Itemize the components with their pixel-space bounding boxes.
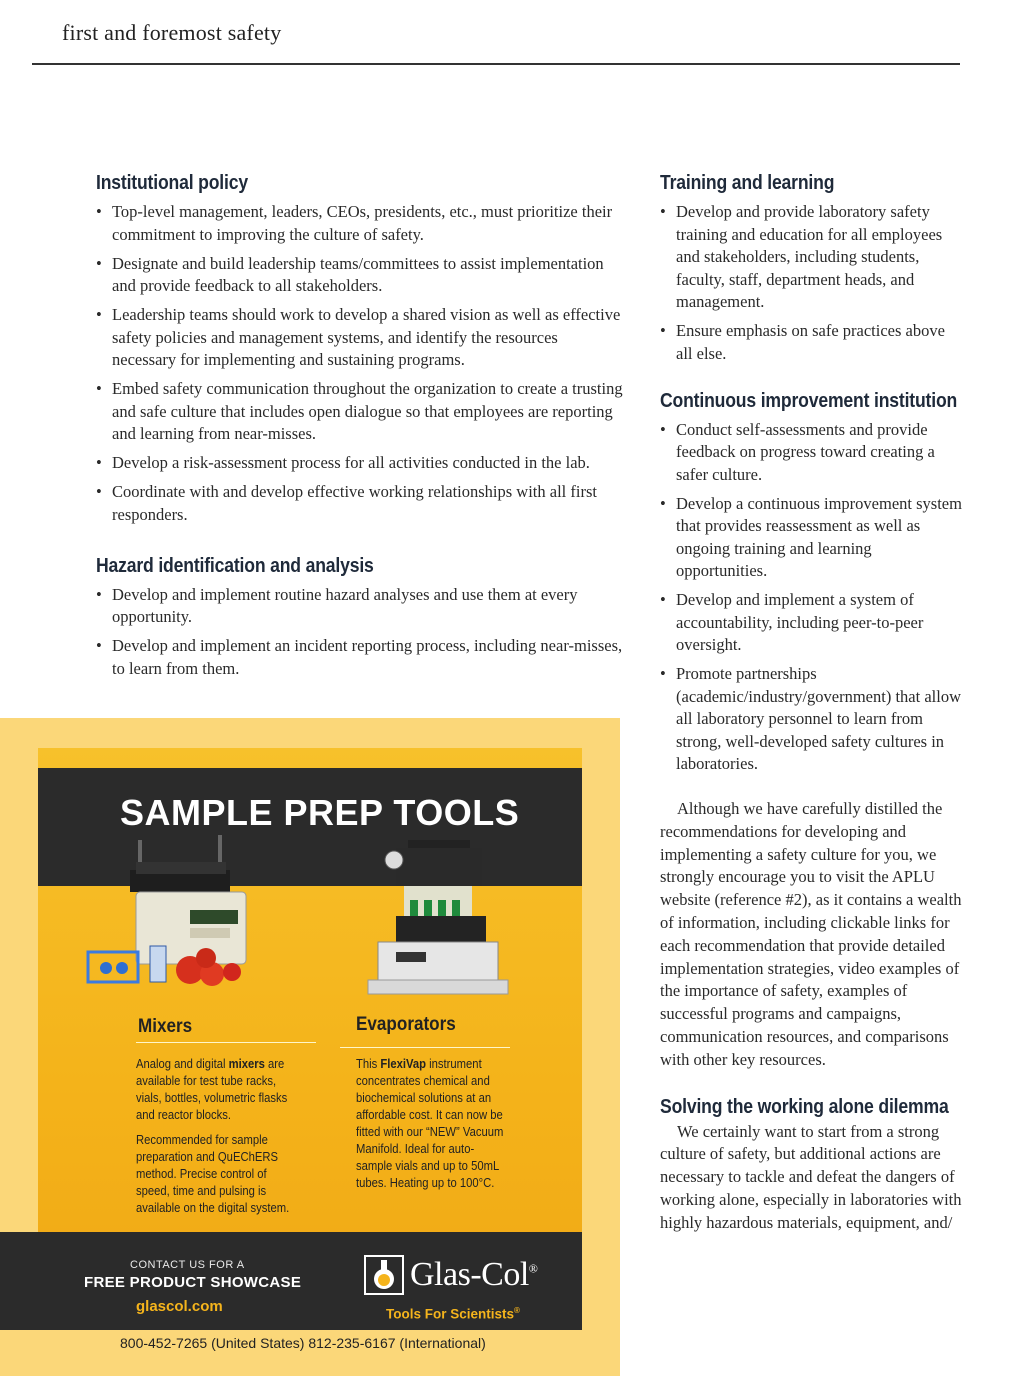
list-item: • Embed safety communication throughout the organization to create a trusting and safe culture that includes open dialogue so that employees are reporting and learning from near-misses.: [96, 378, 626, 446]
mixers-label: Mixers: [138, 1016, 193, 1037]
evaporator-image: [368, 840, 508, 994]
list-item: • Leadership teams should work to develop a shared vision as well as effective safety policies and management systems, and identify the resources necessary for implementing and sustaining programs.: [96, 304, 626, 372]
evaporators-divider: [340, 1047, 510, 1048]
flask-logo-icon: [364, 1255, 404, 1295]
section-heading-institutional-policy: Institutional policy: [96, 172, 248, 194]
list-item: • Develop a risk-assessment process for all activities conducted in the lab.: [96, 452, 626, 475]
continuous-improvement-list: [660, 419, 965, 776]
training-list: [660, 201, 965, 365]
section-heading-hazard: Hazard identification and analysis: [96, 554, 374, 577]
evaporators-text-bold: FlexiVap: [380, 1057, 427, 1071]
evaporators-text-b: instrument concentrates chemical and biochemical solutions at an affordable cost. It can now be fitted with our “NEW” Vacuum Manifold. Ideal for auto-sample vials and up to 50mL tubes. Heating up to 100°C.: [356, 1057, 504, 1190]
section-heading-training: Training and learning: [660, 172, 835, 194]
showcase-cta[interactable]: FREE PRODUCT SHOWCASE: [84, 1274, 302, 1291]
list-item: • Conduct self-assessments and provide feedback on progress toward creating a safer culture.: [660, 419, 965, 487]
mixers-text-bold: mixers: [228, 1057, 265, 1071]
ad-panel: [38, 748, 582, 1308]
list-item: • Promote partnerships (academic/industry/government) that allow all laboratory personnel to learn from strong, well-developed safety cultures in laboratories.: [660, 663, 965, 776]
section-heading-continuous-improvement: Continuous improvement institution: [660, 389, 958, 412]
ad-title: SAMPLE PREP TOOLS: [120, 792, 520, 833]
mixers-text-b: are available for test tube racks, vials, bottles, volumetric flasks and reactor blocks.: [136, 1057, 288, 1122]
contact-prompt: CONTACT US FOR A: [130, 1259, 245, 1271]
mixer-image: [88, 835, 246, 986]
brand-text: Glas-Col: [410, 1256, 529, 1293]
list-item: • Top-level management, leaders, CEOs, presidents, etc., must prioritize their commitment to improving the culture of safety.: [96, 201, 626, 246]
tagline-text: Tools For Scientists: [386, 1306, 515, 1322]
list-item: • Coordinate with and develop effective working relationships with all first responders.: [96, 481, 626, 526]
phone-numbers: 800-452-7265 (United States) 812-235-6167 (International): [120, 1335, 486, 1351]
evaporators-description: [356, 1056, 509, 1200]
mixers-text-2: Recommended for sample preparation and QuEChERS method. Precise control of speed, time and pulsing is available on the digital system.: [136, 1133, 290, 1215]
advertiser-url-link[interactable]: glascol.com: [136, 1298, 223, 1315]
evaporators-label: Evaporators: [356, 1014, 456, 1035]
list-item: • Ensure emphasis on safe practices above all else.: [660, 320, 965, 365]
running-title: first and foremost safety: [62, 20, 282, 45]
section-heading-working-alone: Solving the working alone dilemma: [660, 1095, 949, 1118]
list-item: • Develop a continuous improvement system that provides reassessment as well as ongoing training and learning opportunities.: [660, 493, 965, 583]
right-column: [660, 172, 965, 1235]
tagline-registered-mark: ®: [514, 1306, 520, 1315]
institutional-policy-list: [96, 201, 626, 526]
brand-tagline: [386, 1306, 520, 1322]
list-item: • Develop and implement an incident reporting process, including near-misses, to learn from them.: [96, 635, 626, 680]
hazard-list: [96, 584, 626, 681]
left-column: [96, 172, 626, 687]
list-item: • Designate and build leadership teams/committees to assist implementation and provide feedback to all stakeholders.: [96, 253, 626, 298]
mixers-description: [136, 1056, 303, 1225]
evaporators-text-a: This: [356, 1057, 381, 1071]
mixers-divider: [136, 1042, 316, 1043]
working-alone-paragraph: We certainly want to start from a strong culture of safety, but additional actions are necessary to tackle and defeat the dangers of working alone, especially in laboratories with highly hazardous materials, equipment, and/: [660, 1121, 962, 1232]
product-illustration: [78, 840, 578, 1002]
list-item: • Develop and implement a system of accountability, including peer-to-peer oversight.: [660, 589, 965, 657]
list-item: • Develop and provide laboratory safety training and education for all employees and stakeholders, including students, faculty, staff, department heads, and management.: [660, 201, 965, 314]
brand-name: [410, 1256, 537, 1294]
brand-registered-mark: ®: [528, 1261, 538, 1276]
list-item: • Develop and implement routine hazard analyses and use them at every opportunity.: [96, 584, 626, 629]
header-rule: [32, 63, 960, 65]
summary-paragraph: Although we have carefully distilled the recommendations for developing and implementing a safety culture for you, we strongly encourage you to visit the APLU website (reference #2), as it contains a wealth of information, including clickable links for each recommendation that provide detailed implementation strategies, video examples of the importance of safety, examples of successful programs and campaigns, communication resources, and comparisons with other key resources.: [660, 799, 962, 1069]
mixers-text-a: Analog and digital: [136, 1057, 229, 1071]
